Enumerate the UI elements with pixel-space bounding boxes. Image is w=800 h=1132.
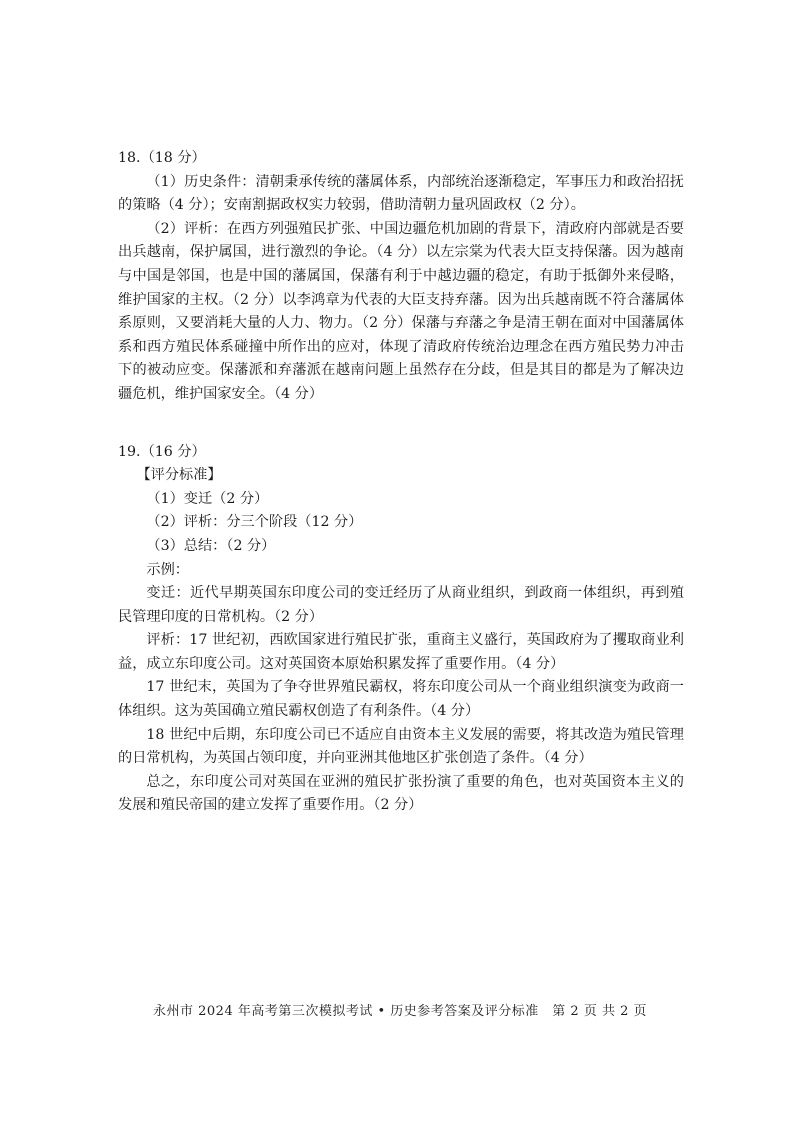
example-paragraph: 评析：17 世纪初，西欧国家进行殖民扩张，重商主义盛行，英国政府为了攫取商业利益，成立东印度公司。这对英国资本原始积累发挥了重要作用。（4 分） xyxy=(118,632,684,672)
example-paragraph: 18 世纪中后期，东印度公司已不适应自由资本主义发展的需要，将其改造为殖民管理的日常机构，为英国占领印度，并向亚洲其他地区扩张创造了条件。（4 分） xyxy=(118,726,684,767)
criteria-item: （1）变迁（2 分） xyxy=(146,490,269,507)
criteria-item: （2）评析：分三个阶段（12 分） xyxy=(146,514,363,531)
example-paragraph: 总之，东印度公司对英国在亚洲的殖民扩张扮演了重要的角色，也对英国资本主义的发展和殖民帝国的建立发挥了重要作用。（2 分） xyxy=(118,773,684,814)
page-footer: 永州市 2024 年高考第三次模拟考试 • 历史参考答案及评分标准 第 2 页 共 2 页 xyxy=(153,1004,647,1019)
question-18 xyxy=(118,147,684,407)
example-paragraph: 17 世纪末，英国为了争夺世界殖民霸权，将东印度公司从一个商业组织演变为政商一体组织。这为英国确立殖民霸权创造了有利条件。（4 分） xyxy=(118,679,684,720)
scoring-criteria-title: 【评分标准】 xyxy=(136,467,222,484)
section-spacer xyxy=(118,407,684,441)
example-paragraph: 变迁：近代早期英国东印度公司的变迁经历了从商业组织，到政商一体组织，再到殖民管理印度的日常机构。（2 分） xyxy=(118,585,684,625)
criteria-item: （3）总结：（2 分） xyxy=(146,537,276,554)
question-19 xyxy=(118,441,684,819)
question-18-part-2: （2）评析：在西方列强殖民扩张、中国边疆危机加剧的背景下，清政府内部就是否要出兵越南，保护属国，进行激烈的争论。（4 分）以左宗棠为代表大臣支持保藩。因为越南与中国是邻国，也是中国的藩属国，保藩有利于中越边疆的稳定，有助于抵御外来侵略，维护国家的主权。（2 分）以李鸿章为代表的大臣支持弃藩。因为出兵越南既不符合藩属体系原则，又要消耗大量的人力、物力。（2 分）保藩与弃藩之争是清王朝在面对中国藩属体系和西方殖民体系碰撞中所作出的应对，体现了清政府传统治边理念在西方殖民势力冲击下的被动应变。保藩派和弃藩派在越南问题上虽然存在分歧，但是其目的都是为了解决边疆危机，维护国家安全。（4 分） xyxy=(118,220,684,402)
question-18-part-1: （1）历史条件：清朝秉承传统的藩属体系，内部统治逐渐稳定，军事压力和政治招抚的策略（4 分）；安南割据政权实力较弱，借助清朝力量巩固政权（2 分）。 xyxy=(118,173,684,214)
example-label: 示例： xyxy=(146,561,189,578)
question-19-number: 19.（16 分） xyxy=(118,443,206,460)
question-18-number: 18.（18 分） xyxy=(118,150,206,166)
answer-content xyxy=(118,147,684,818)
